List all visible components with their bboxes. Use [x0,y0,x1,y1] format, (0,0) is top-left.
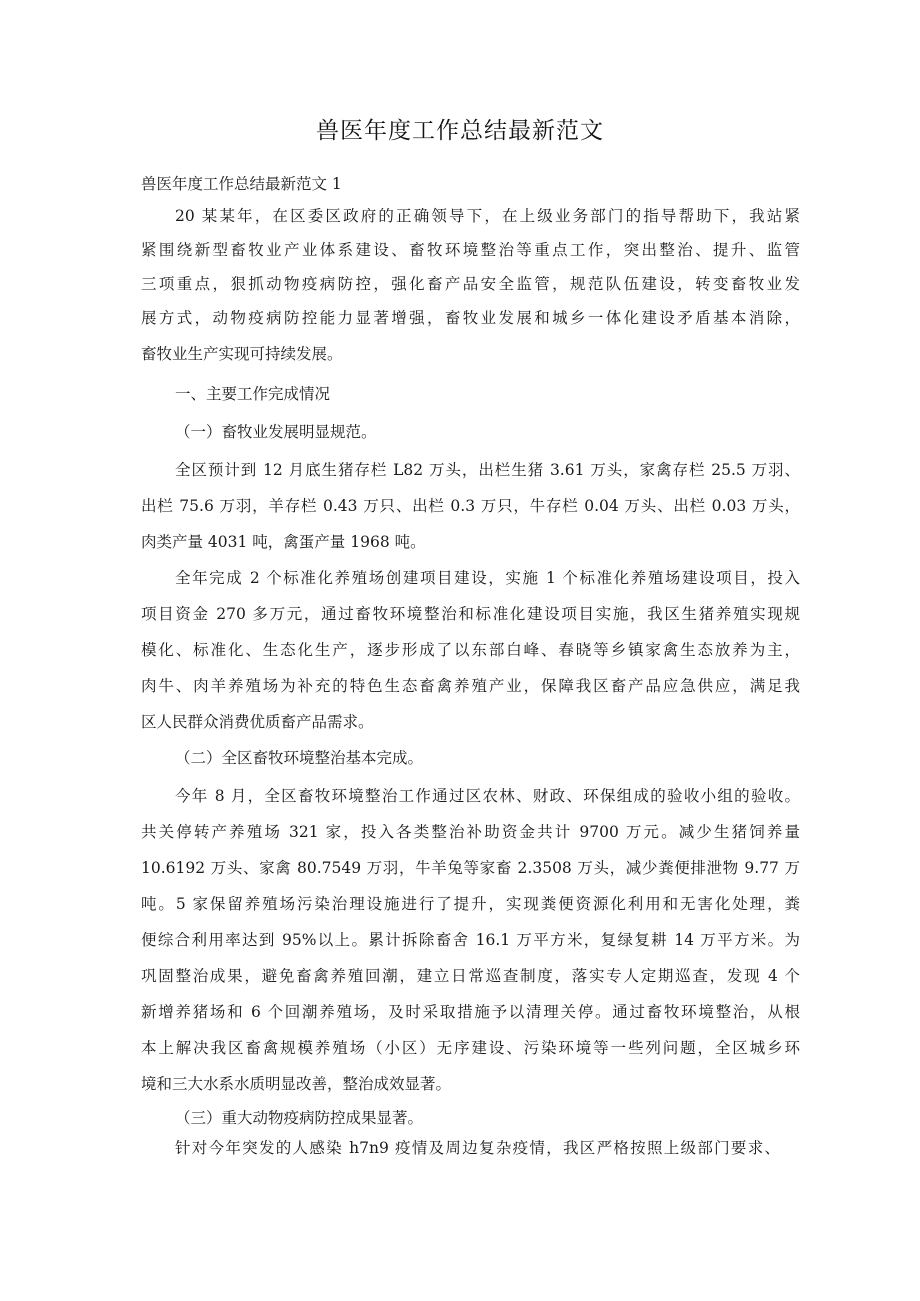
body-line: 共关停转产养殖场 321 家，投入各类整治补助资金共计 9700 万元。减少生猪饲养量 [141,823,800,841]
body-line: 境和三大水系水质明显改善，整治成效显著。 [141,1075,452,1093]
body-line: 三项重点，狠抓动物疫病防控，强化畜产品安全监管，规范队伍建设，转变畜牧业发 [141,275,800,293]
body-line: 10.6192 万头、家禽 80.7549 万羽，牛羊兔等家畜 2.3508 万头，减少粪便排泄物 9.77 万 [141,859,800,877]
body-line: 本上解决我区畜禽规模养殖场（小区）无序建设、污染环境等一些列问题，全区城乡环 [141,1039,800,1057]
document-subtitle: 兽医年度工作总结最新范文 1 [141,175,342,193]
subsection-heading: （二）全区畜牧环境整治基本完成。 [175,749,424,767]
body-line: 肉类产量 4031 吨，禽蛋产量 1968 吨。 [141,533,426,551]
body-line: 模化、标准化、生态化生产，逐步形成了以东部白峰、春晓等乡镇家禽生态放养为主， [141,641,800,659]
body-line: 吨。5 家保留养殖场污染治理设施进行了提升，实现粪便资源化利用和无害化处理，粪 [141,895,800,913]
body-line: 新增养猪场和 6 个回潮养殖场，及时采取措施予以清理关停。通过畜牧环境整治，从根 [141,1003,800,1021]
body-line: 肉牛、肉羊养殖场为补充的特色生态畜禽养殖产业，保障我区畜产品应急供应，满足我 [141,677,800,695]
body-line: 全年完成 2 个标准化养殖场创建项目建设，实施 1 个标准化养殖场建设项目，投入 [175,569,800,587]
body-line: 畜牧业生产实现可持续发展。 [141,345,343,363]
body-line: 全区预计到 12 月底生猪存栏 L82 万头，出栏生猪 3.61 万头，家禽存栏 25.5 万羽、 [175,461,800,479]
section-heading: 一、主要工作完成情况 [175,385,331,403]
body-line: 展方式，动物疫病防控能力显著增强，畜牧业发展和城乡一体化建设矛盾基本消除， [141,309,800,327]
body-line: 今年 8 月，全区畜牧环境整治工作通过区农林、财政、环保组成的验收小组的验收。 [175,787,800,805]
body-line: 项目资金 270 多万元，通过畜牧环境整治和标准化建设项目实施，我区生猪养殖实现规 [141,605,800,623]
body-line: 巩固整治成果，避免畜禽养殖回潮，建立日常巡查制度，落实专人定期巡查，发现 4 个 [141,967,800,985]
body-line: 20 某某年，在区委区政府的正确领导下，在上级业务部门的指导帮助下，我站紧 [175,207,800,225]
subsection-heading: （三）重大动物疫病防控成果显著。 [175,1109,424,1127]
body-line: 紧围绕新型畜牧业产业体系建设、畜牧环境整治等重点工作，突出整治、提升、监管 [141,241,800,259]
subsection-heading: （一）畜牧业发展明显规范。 [175,423,377,441]
document-title: 兽医年度工作总结最新范文 [316,118,604,144]
body-line: 针对今年突发的人感染 h7n9 疫情及周边复杂疫情，我区严格按照上级部门要求、 [175,1139,780,1157]
body-line: 区人民群众消费优质畜产品需求。 [141,713,374,731]
body-line: 便综合利用率达到 95%以上。累计拆除畜舍 16.1 万平方米，复绿复耕 14 万平方米。为 [141,931,800,949]
body-line: 出栏 75.6 万羽，羊存栏 0.43 万只、出栏 0.3 万只，牛存栏 0.04 万头、出栏 0.03 万头， [141,497,800,515]
